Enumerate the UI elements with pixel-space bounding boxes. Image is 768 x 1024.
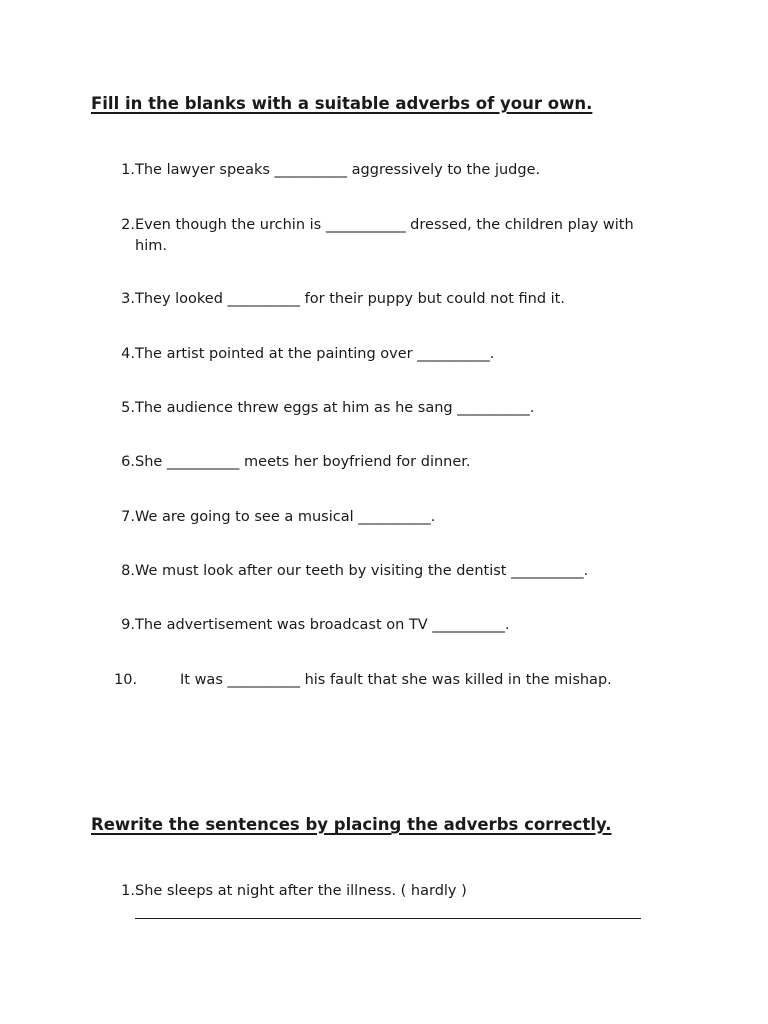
item-number: 1. bbox=[121, 162, 135, 178]
item-text: The audience threw eggs at him as he sang __________. bbox=[135, 400, 535, 416]
item-text: The lawyer speaks __________ aggressively to the judge. bbox=[135, 162, 541, 178]
item-text: The artist pointed at the painting over __________. bbox=[135, 346, 495, 362]
item-text: We are going to see a musical __________. bbox=[135, 509, 436, 525]
item-text: We must look after our teeth by visiting the dentist __________. bbox=[135, 563, 589, 579]
item-number: 5. bbox=[121, 400, 135, 416]
item-number: 9. bbox=[121, 617, 135, 633]
item-number: 6. bbox=[121, 454, 135, 470]
item-number: 2. bbox=[121, 217, 135, 233]
answer-line[interactable] bbox=[135, 918, 641, 919]
item-text: Even though the urchin is ___________ dressed, the children play with him. bbox=[135, 217, 634, 254]
item-number: 7. bbox=[121, 509, 135, 525]
item-text: She sleeps at night after the illness. ( hardly ) bbox=[135, 883, 467, 899]
item-text: It was __________ his fault that she was killed in the mishap. bbox=[180, 672, 612, 688]
item-text: They looked __________ for their puppy but could not find it. bbox=[135, 291, 565, 307]
item-number: 10. bbox=[114, 672, 138, 688]
item-number: 3. bbox=[121, 291, 135, 307]
section-1-title: Fill in the blanks with a suitable adverbs of your own. bbox=[91, 94, 593, 113]
item-text: The advertisement was broadcast on TV __________. bbox=[135, 617, 510, 633]
item-number: 1. bbox=[121, 883, 135, 899]
item-number: 4. bbox=[121, 346, 135, 362]
item-number: 8. bbox=[121, 563, 135, 579]
item-text: She __________ meets her boyfriend for dinner. bbox=[135, 454, 471, 470]
section-2-title: Rewrite the sentences by placing the adverbs correctly. bbox=[91, 815, 612, 834]
